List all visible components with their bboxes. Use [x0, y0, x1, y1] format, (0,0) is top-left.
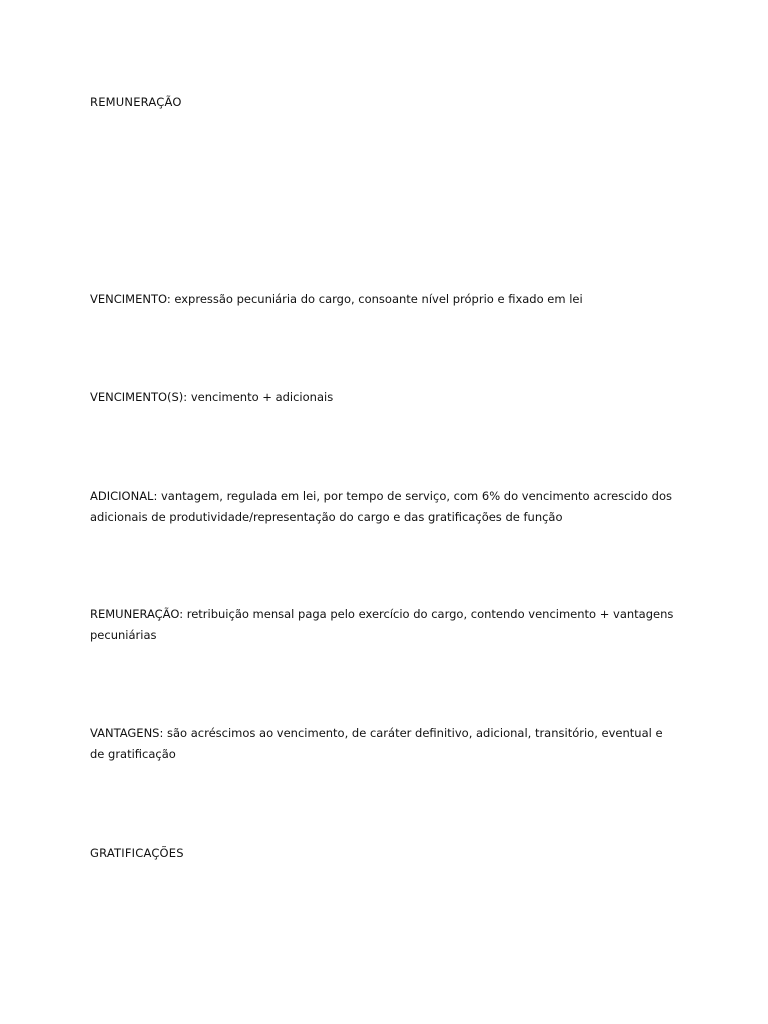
- definition-text: retribuição mensal paga pelo exercício do cargo, contendo vencimento + vantagens pecuniárias: [90, 607, 674, 642]
- definition-term: REMUNERAÇÃO:: [90, 607, 184, 621]
- definition-term: VANTAGENS:: [90, 726, 164, 740]
- definition-text: expressão pecuniária do cargo, consoante nível próprio e fixado em lei: [170, 292, 583, 306]
- definition-vantagens: [90, 723, 680, 765]
- definition-vencimentos: [90, 387, 680, 408]
- definition-vencimento: [90, 289, 680, 310]
- section-heading-gratificacoes: GRATIFICAÇÕES: [90, 846, 184, 860]
- page-title: REMUNERAÇÃO: [90, 95, 182, 109]
- definition-adicional: [90, 486, 680, 528]
- definition-text: vantagem, regulada em lei, por tempo de serviço, com 6% do vencimento acrescido dos adicionais de produtividade/representação do cargo e das gratificações de função: [90, 489, 672, 524]
- definition-remuneracao: [90, 604, 680, 646]
- definition-term: VENCIMENTO:: [90, 292, 171, 306]
- definition-term: VENCIMENTO(S):: [90, 390, 188, 404]
- definition-term: ADICIONAL:: [90, 489, 158, 503]
- definition-text: são acréscimos ao vencimento, de caráter definitivo, adicional, transitório, eventual e de gratificação: [90, 726, 663, 761]
- definition-text: vencimento + adicionais: [187, 390, 334, 404]
